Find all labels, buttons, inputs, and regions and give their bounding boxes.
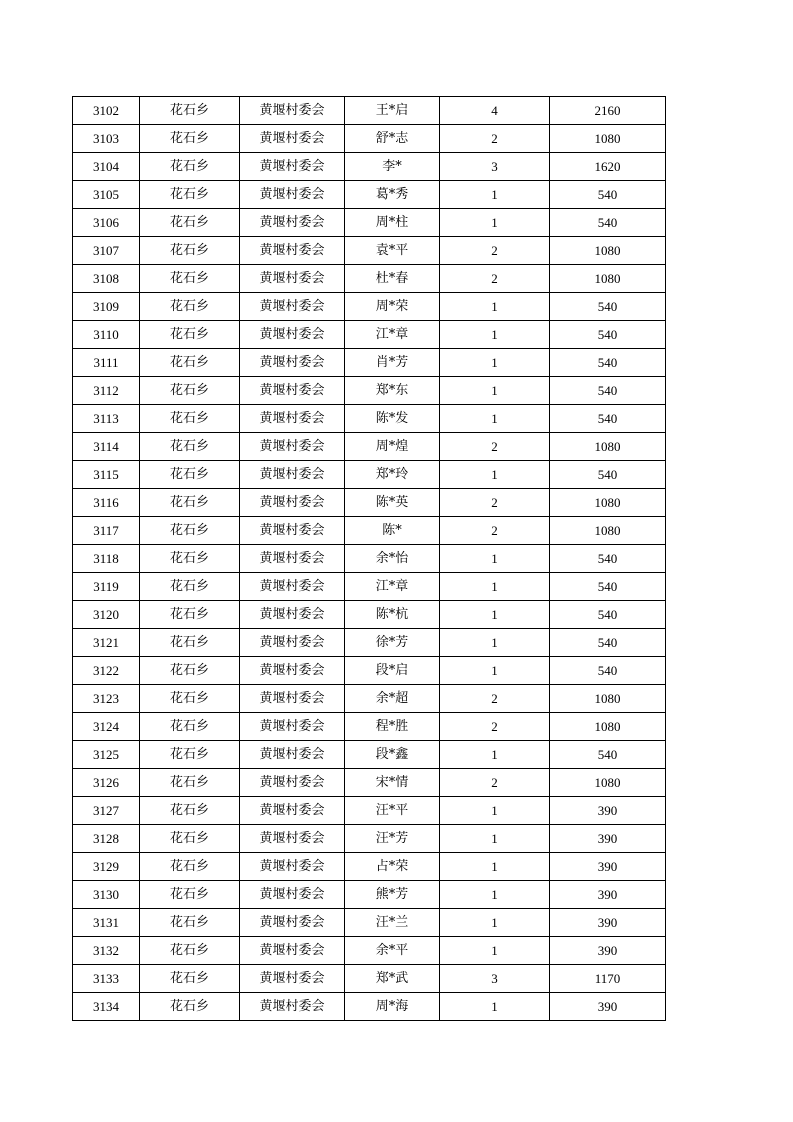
cell-name: 占*荣 — [345, 853, 440, 881]
cell-township: 花石乡 — [140, 881, 240, 909]
cell-serial-number: 3111 — [73, 349, 140, 377]
table-row — [73, 573, 666, 601]
cell-serial-number: 3118 — [73, 545, 140, 573]
cell-name: 郑*东 — [345, 377, 440, 405]
cell-name: 汪*芳 — [345, 825, 440, 853]
cell-township: 花石乡 — [140, 741, 240, 769]
cell-name: 徐*芳 — [345, 629, 440, 657]
cell-amount: 390 — [550, 909, 666, 937]
cell-serial-number: 3105 — [73, 181, 140, 209]
cell-amount: 390 — [550, 993, 666, 1021]
cell-count: 1 — [440, 405, 550, 433]
table-body — [73, 97, 666, 1021]
cell-amount: 540 — [550, 573, 666, 601]
cell-village-committee: 黄堰村委会 — [240, 629, 345, 657]
cell-township: 花石乡 — [140, 601, 240, 629]
table-row — [73, 181, 666, 209]
table-row — [73, 741, 666, 769]
cell-village-committee: 黄堰村委会 — [240, 265, 345, 293]
cell-serial-number: 3114 — [73, 433, 140, 461]
cell-amount: 540 — [550, 321, 666, 349]
cell-village-committee: 黄堰村委会 — [240, 489, 345, 517]
cell-amount: 540 — [550, 293, 666, 321]
cell-township: 花石乡 — [140, 965, 240, 993]
cell-township: 花石乡 — [140, 97, 240, 125]
cell-serial-number: 3109 — [73, 293, 140, 321]
cell-village-committee: 黄堰村委会 — [240, 769, 345, 797]
cell-serial-number: 3129 — [73, 853, 140, 881]
cell-name: 汪*兰 — [345, 909, 440, 937]
cell-name: 陈* — [345, 517, 440, 545]
cell-count: 1 — [440, 825, 550, 853]
cell-serial-number: 3120 — [73, 601, 140, 629]
cell-amount: 1620 — [550, 153, 666, 181]
table-row — [73, 825, 666, 853]
cell-township: 花石乡 — [140, 125, 240, 153]
cell-township: 花石乡 — [140, 853, 240, 881]
table-row — [73, 153, 666, 181]
cell-township: 花石乡 — [140, 573, 240, 601]
cell-amount: 1080 — [550, 713, 666, 741]
cell-name: 陈*英 — [345, 489, 440, 517]
cell-amount: 540 — [550, 181, 666, 209]
cell-name: 宋*情 — [345, 769, 440, 797]
cell-name: 周*柱 — [345, 209, 440, 237]
cell-township: 花石乡 — [140, 237, 240, 265]
cell-township: 花石乡 — [140, 993, 240, 1021]
table-row — [73, 545, 666, 573]
cell-serial-number: 3116 — [73, 489, 140, 517]
cell-count: 1 — [440, 349, 550, 377]
cell-name: 周*海 — [345, 993, 440, 1021]
cell-amount: 390 — [550, 881, 666, 909]
cell-village-committee: 黄堰村委会 — [240, 713, 345, 741]
cell-village-committee: 黄堰村委会 — [240, 377, 345, 405]
cell-village-committee: 黄堰村委会 — [240, 209, 345, 237]
cell-township: 花石乡 — [140, 377, 240, 405]
cell-township: 花石乡 — [140, 685, 240, 713]
cell-count: 2 — [440, 713, 550, 741]
cell-village-committee: 黄堰村委会 — [240, 97, 345, 125]
table-row — [73, 405, 666, 433]
cell-name: 陈*发 — [345, 405, 440, 433]
table-row — [73, 797, 666, 825]
cell-name: 余*超 — [345, 685, 440, 713]
cell-village-committee: 黄堰村委会 — [240, 853, 345, 881]
cell-name: 郑*玲 — [345, 461, 440, 489]
cell-amount: 540 — [550, 377, 666, 405]
cell-amount: 1080 — [550, 517, 666, 545]
table-row — [73, 209, 666, 237]
cell-serial-number: 3103 — [73, 125, 140, 153]
cell-amount: 390 — [550, 853, 666, 881]
table-row — [73, 881, 666, 909]
cell-village-committee: 黄堰村委会 — [240, 657, 345, 685]
cell-village-committee: 黄堰村委会 — [240, 125, 345, 153]
cell-village-committee: 黄堰村委会 — [240, 237, 345, 265]
cell-serial-number: 3132 — [73, 937, 140, 965]
table-row — [73, 293, 666, 321]
cell-count: 1 — [440, 209, 550, 237]
table-row — [73, 657, 666, 685]
cell-count: 1 — [440, 545, 550, 573]
cell-count: 1 — [440, 293, 550, 321]
cell-name: 段*启 — [345, 657, 440, 685]
cell-township: 花石乡 — [140, 797, 240, 825]
cell-count: 2 — [440, 517, 550, 545]
cell-village-committee: 黄堰村委会 — [240, 881, 345, 909]
cell-township: 花石乡 — [140, 293, 240, 321]
cell-name: 汪*平 — [345, 797, 440, 825]
table-row — [73, 265, 666, 293]
cell-name: 江*章 — [345, 573, 440, 601]
cell-count: 1 — [440, 461, 550, 489]
cell-count: 2 — [440, 265, 550, 293]
cell-count: 3 — [440, 965, 550, 993]
cell-amount: 1080 — [550, 489, 666, 517]
cell-serial-number: 3121 — [73, 629, 140, 657]
cell-township: 花石乡 — [140, 937, 240, 965]
cell-amount: 390 — [550, 797, 666, 825]
cell-serial-number: 3122 — [73, 657, 140, 685]
cell-count: 1 — [440, 797, 550, 825]
cell-township: 花石乡 — [140, 321, 240, 349]
table-row — [73, 909, 666, 937]
cell-count: 2 — [440, 125, 550, 153]
cell-name: 袁*平 — [345, 237, 440, 265]
cell-village-committee: 黄堰村委会 — [240, 405, 345, 433]
cell-amount: 1080 — [550, 237, 666, 265]
cell-township: 花石乡 — [140, 629, 240, 657]
cell-name: 段*鑫 — [345, 741, 440, 769]
cell-name: 王*启 — [345, 97, 440, 125]
cell-serial-number: 3133 — [73, 965, 140, 993]
cell-name: 李* — [345, 153, 440, 181]
cell-amount: 1080 — [550, 685, 666, 713]
table-row — [73, 489, 666, 517]
cell-township: 花石乡 — [140, 517, 240, 545]
table-row — [73, 321, 666, 349]
cell-township: 花石乡 — [140, 265, 240, 293]
cell-serial-number: 3113 — [73, 405, 140, 433]
cell-count: 4 — [440, 97, 550, 125]
cell-amount: 540 — [550, 405, 666, 433]
cell-serial-number: 3107 — [73, 237, 140, 265]
cell-serial-number: 3119 — [73, 573, 140, 601]
cell-village-committee: 黄堰村委会 — [240, 517, 345, 545]
cell-village-committee: 黄堰村委会 — [240, 433, 345, 461]
cell-amount: 540 — [550, 545, 666, 573]
table-row — [73, 629, 666, 657]
cell-village-committee: 黄堰村委会 — [240, 797, 345, 825]
table-row — [73, 237, 666, 265]
cell-count: 1 — [440, 377, 550, 405]
cell-amount: 1080 — [550, 769, 666, 797]
cell-serial-number: 3108 — [73, 265, 140, 293]
cell-township: 花石乡 — [140, 657, 240, 685]
table-row — [73, 937, 666, 965]
cell-count: 2 — [440, 489, 550, 517]
cell-name: 周*煌 — [345, 433, 440, 461]
cell-name: 杜*春 — [345, 265, 440, 293]
cell-township: 花石乡 — [140, 153, 240, 181]
cell-village-committee: 黄堰村委会 — [240, 601, 345, 629]
cell-name: 郑*武 — [345, 965, 440, 993]
cell-amount: 1080 — [550, 433, 666, 461]
cell-count: 1 — [440, 853, 550, 881]
cell-count: 3 — [440, 153, 550, 181]
cell-village-committee: 黄堰村委会 — [240, 153, 345, 181]
cell-serial-number: 3126 — [73, 769, 140, 797]
cell-serial-number: 3117 — [73, 517, 140, 545]
cell-village-committee: 黄堰村委会 — [240, 741, 345, 769]
cell-township: 花石乡 — [140, 181, 240, 209]
cell-township: 花石乡 — [140, 825, 240, 853]
cell-name: 余*平 — [345, 937, 440, 965]
cell-name: 陈*杭 — [345, 601, 440, 629]
cell-name: 肖*芳 — [345, 349, 440, 377]
cell-village-committee: 黄堰村委会 — [240, 573, 345, 601]
cell-serial-number: 3131 — [73, 909, 140, 937]
cell-village-committee: 黄堰村委会 — [240, 545, 345, 573]
cell-serial-number: 3134 — [73, 993, 140, 1021]
cell-count: 2 — [440, 433, 550, 461]
cell-name: 程*胜 — [345, 713, 440, 741]
cell-amount: 540 — [550, 741, 666, 769]
table-row — [73, 853, 666, 881]
cell-count: 1 — [440, 629, 550, 657]
data-table — [72, 96, 666, 1021]
table-row — [73, 125, 666, 153]
cell-amount: 1080 — [550, 125, 666, 153]
cell-village-committee: 黄堰村委会 — [240, 181, 345, 209]
cell-village-committee: 黄堰村委会 — [240, 937, 345, 965]
cell-serial-number: 3127 — [73, 797, 140, 825]
cell-serial-number: 3115 — [73, 461, 140, 489]
table-row — [73, 461, 666, 489]
cell-count: 1 — [440, 937, 550, 965]
cell-township: 花石乡 — [140, 909, 240, 937]
table-row — [73, 769, 666, 797]
cell-amount: 1170 — [550, 965, 666, 993]
cell-count: 2 — [440, 769, 550, 797]
table-row — [73, 713, 666, 741]
cell-count: 1 — [440, 573, 550, 601]
cell-count: 1 — [440, 181, 550, 209]
cell-serial-number: 3123 — [73, 685, 140, 713]
cell-village-committee: 黄堰村委会 — [240, 321, 345, 349]
table-row — [73, 965, 666, 993]
cell-village-committee: 黄堰村委会 — [240, 909, 345, 937]
cell-village-committee: 黄堰村委会 — [240, 825, 345, 853]
cell-serial-number: 3112 — [73, 377, 140, 405]
cell-township: 花石乡 — [140, 209, 240, 237]
cell-village-committee: 黄堰村委会 — [240, 965, 345, 993]
table-row — [73, 993, 666, 1021]
cell-serial-number: 3104 — [73, 153, 140, 181]
cell-township: 花石乡 — [140, 769, 240, 797]
cell-amount: 390 — [550, 937, 666, 965]
cell-amount: 540 — [550, 601, 666, 629]
cell-count: 1 — [440, 601, 550, 629]
table-row — [73, 685, 666, 713]
cell-serial-number: 3124 — [73, 713, 140, 741]
table-row — [73, 349, 666, 377]
cell-name: 葛*秀 — [345, 181, 440, 209]
cell-township: 花石乡 — [140, 349, 240, 377]
cell-amount: 540 — [550, 209, 666, 237]
cell-name: 江*章 — [345, 321, 440, 349]
cell-village-committee: 黄堰村委会 — [240, 685, 345, 713]
table-row — [73, 433, 666, 461]
cell-serial-number: 3128 — [73, 825, 140, 853]
cell-township: 花石乡 — [140, 461, 240, 489]
cell-amount: 540 — [550, 349, 666, 377]
cell-count: 1 — [440, 993, 550, 1021]
cell-name: 熊*芳 — [345, 881, 440, 909]
cell-serial-number: 3106 — [73, 209, 140, 237]
cell-serial-number: 3125 — [73, 741, 140, 769]
table-row — [73, 377, 666, 405]
cell-amount: 540 — [550, 657, 666, 685]
cell-township: 花石乡 — [140, 405, 240, 433]
cell-count: 1 — [440, 657, 550, 685]
cell-count: 1 — [440, 909, 550, 937]
cell-township: 花石乡 — [140, 713, 240, 741]
cell-village-committee: 黄堰村委会 — [240, 349, 345, 377]
cell-count: 1 — [440, 321, 550, 349]
cell-serial-number: 3130 — [73, 881, 140, 909]
cell-count: 2 — [440, 237, 550, 265]
cell-name: 周*荣 — [345, 293, 440, 321]
cell-amount: 540 — [550, 461, 666, 489]
table-row — [73, 601, 666, 629]
cell-serial-number: 3102 — [73, 97, 140, 125]
cell-serial-number: 3110 — [73, 321, 140, 349]
cell-village-committee: 黄堰村委会 — [240, 461, 345, 489]
cell-village-committee: 黄堰村委会 — [240, 293, 345, 321]
cell-township: 花石乡 — [140, 489, 240, 517]
table-row — [73, 97, 666, 125]
cell-count: 1 — [440, 741, 550, 769]
cell-amount: 1080 — [550, 265, 666, 293]
cell-count: 1 — [440, 881, 550, 909]
cell-township: 花石乡 — [140, 545, 240, 573]
cell-village-committee: 黄堰村委会 — [240, 993, 345, 1021]
cell-count: 2 — [440, 685, 550, 713]
cell-amount: 390 — [550, 825, 666, 853]
cell-name: 余*怡 — [345, 545, 440, 573]
cell-name: 舒*志 — [345, 125, 440, 153]
cell-township: 花石乡 — [140, 433, 240, 461]
table-row — [73, 517, 666, 545]
cell-amount: 2160 — [550, 97, 666, 125]
cell-amount: 540 — [550, 629, 666, 657]
